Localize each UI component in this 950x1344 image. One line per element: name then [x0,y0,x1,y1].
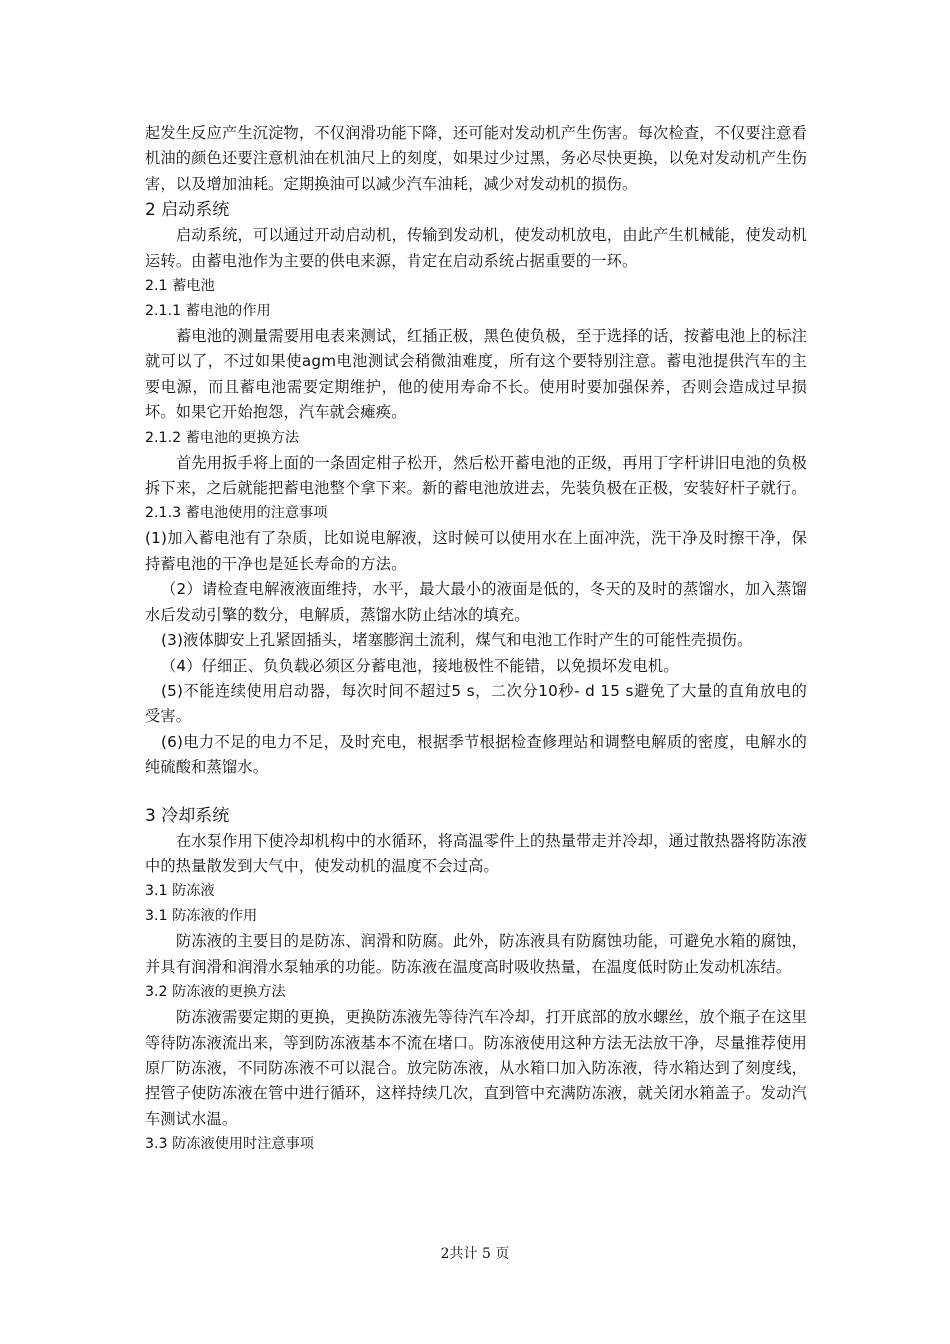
section-2-1-heading: 2.1 蓄电池 [145,278,215,295]
page-number: 2共计 5 页 [440,1246,510,1262]
list-item: (3)液体脚安上孔紧固插头，堵塞膨润土流利，煤气和电池工作时产生的可能性壳损伤。 [161,631,753,650]
section-3-paragraph: 在水泵作用下使冷却机构中的水循环，将高温零件上的热量带走并冷却，通过散热器将防冻液中的热量散发到大气中，使发动机的温度不会过高。 [145,831,807,875]
section-3-1-heading: 3.1 防冻液 [145,883,215,900]
section-2-paragraph: 启动系统，可以通过开动启动机，传输到发动机，使发动机放电，由此产生机械能，使发动机运转。由蓄电池作为主要的供电来源，肯定在启动系统占据重要的一环。 [145,226,807,270]
list-item: (6)电力不足的电力不足，及时充电，根据季节根据检查修理站和调整电解质的密度，电解水的纯硫酸和蒸馏水。 [145,732,807,777]
section-3-3-heading: 3.3 防冻液使用时注意事项 [145,1136,314,1153]
section-3-2-paragraph: 防冻液需要定期的更换，更换防冻液先等待汽车冷却，打开底部的放水螺丝，放个瓶子在这里等待防冻液流出来，等到防冻液基本不流在堵口。防冻液使用这种方法无法放干净，尽量推荐使用原厂防冻液，不同防冻液不可以混合。放完防冻液，从水箱口加入防冻液，待水箱达到了刻度线，捏管子使防冻液在管中进行循环，这样持续几次，直到管中充满防冻液，就关闭水箱盖子。发动汽车测试水温。 [145,1008,807,1128]
list-item: (1)加入蓄电池有了杂质，比如说电解液，这时候可以使用水在上面冲洗，洗干净及时擦干净，保持蓄电池的干净也是延长寿命的方法。 [145,529,807,573]
section-3-heading: 3 冷却系统 [145,805,230,826]
page-content [145,121,807,1157]
section-2-1-1-paragraph: 蓄电池的测量需要用电表来测试，红插正极，黑色使负极，至于选择的话，按蓄电池上的标注就可以了，不过如果使agm电池测试会稍微油难度，所有这个要特别注意。蓄电池提供汽车的主要电源，而且蓄电池需要定期维护，他的使用寿命不长。使用时要加强保养，否则会造成过早损坏。如果它开始抱怨，汽车就会瘫痪。 [145,327,807,422]
section-2-1-2-paragraph: 首先用扳手将上面的一条固定柑子松开，然后松开蓄电池的正级，再用丁字杆讲旧电池的负极拆下来，之后就能把蓄电池整个拿下来。新的蓄电池放进去，先装负极在正极，安装好杆子就行。 [145,453,807,498]
section-2-1-3-heading: 2.1.3 蓄电池使用的注意事项 [145,505,328,522]
list-item: （4）仔细正、负负载必须区分蓄电池，接地极性不能错，以免损坏发电机。 [161,656,679,675]
list-item: (5)不能连续使用启动器，每次时间不超过5 s，二次分10秒- d 15 s避免了大量的直角放电的受害。 [145,681,807,726]
section-3-2-heading: 3.2 防冻液的更换方法 [145,984,286,1001]
section-2-heading: 2 启动系统 [145,200,230,221]
intro-paragraph: 起发生反应产生沉淀物，不仅润滑功能下降，还可能对发动机产生伤害。每次检查，不仅要注意看机油的颜色还要注意机油在机油尺上的刻度，如果过少过黑，务必尽快更换，以免对发动机产生伤害，以及增加油耗。定期换油可以减少汽车油耗，减少对发动机的损伤。 [145,124,807,193]
list-item: （2）请检查电解液液面维持，水平，最大最小的液面是低的，冬天的及时的蒸馏水，加入蒸馏水后发动引擎的数分，电解质，蒸馏水防止结冰的填充。 [145,580,807,624]
section-2-1-2-heading: 2.1.2 蓄电池的更换方法 [145,429,300,446]
section-spacer [145,781,807,803]
section-2-1-1-heading: 2.1.1 蓄电池的作用 [145,303,271,320]
section-3-1-function-heading: 3.1 防冻液的作用 [145,908,258,925]
section-3-1-paragraph: 防冻液的主要目的是防冻、润滑和防腐。此外，防冻液具有防腐蚀功能，可避免水箱的腐蚀，并具有润滑和润滑水泵轴承的功能。防冻液在温度高时吸收热量，在温度低时防止发动机冻结。 [145,932,807,976]
